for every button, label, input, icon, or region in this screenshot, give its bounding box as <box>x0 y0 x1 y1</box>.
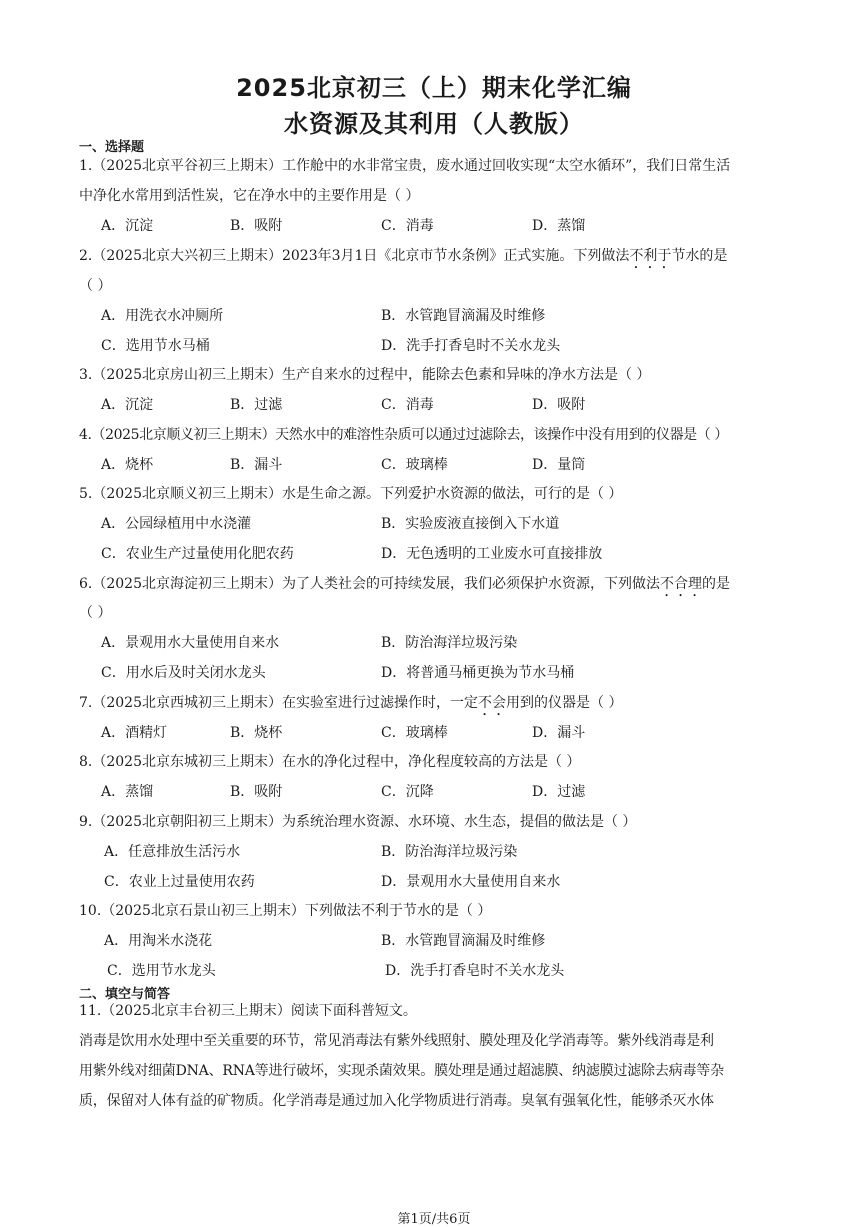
question-1-option-c: C．消毒 <box>381 218 434 234</box>
question-10-line-1: 10.（2025北京石景山初三上期末）下列做法不利于节水的是（ ） <box>79 903 492 919</box>
question-6-emphasis: 不合理 <box>659 576 702 592</box>
question-2-option-d: D．洗手打香皂时不关水龙头 <box>381 338 561 354</box>
question-5-line-1: 5.（2025北京顺义初三上期末）水是生命之源。下列爱护水资源的做法，可行的是（ ） <box>79 486 623 502</box>
question-1-line-1: 1.（2025北京平谷初三上期末）工作舱中的水非常宝贵，废水通过回收实现“太空水循环”，我们日常生活 <box>79 158 731 174</box>
question-10-option-a: A．用淘米水浇花 <box>104 933 213 949</box>
document-title: 2025北京初三（上）期末化学汇编 <box>236 74 632 102</box>
question-1-option-d: D．蒸馏 <box>532 218 586 234</box>
question-9-option-d: D．景观用水大量使用自来水 <box>381 874 561 890</box>
question-7-option-b: B．烧杯 <box>230 725 283 741</box>
question-2-option-b: B．水管跑冒滴漏及时维修 <box>381 308 546 324</box>
question-2-text-post: 节水的是 <box>671 248 728 264</box>
question-5-option-c: C．农业生产过量使用化肥农药 <box>101 546 294 562</box>
question-4-option-d: D．量筒 <box>532 457 586 473</box>
question-8-option-a: A．蒸馏 <box>101 784 154 800</box>
question-4-option-c: C．玻璃棒 <box>381 457 448 473</box>
question-10-option-b: B．水管跑冒滴漏及时维修 <box>381 933 546 949</box>
question-7-emphasis: 不会 <box>478 695 506 711</box>
question-6-option-a: A．景观用水大量使用自来水 <box>101 635 280 651</box>
question-7-option-a: A．酒精灯 <box>101 725 168 741</box>
question-11-paragraph-line-1: 消毒是饮用水处理中至关重要的环节，常见消毒法有紫外线照射、膜处理及化学消毒等。紫外线消毒是利 <box>79 1033 714 1049</box>
question-2-emphasis: 不利于 <box>629 248 672 264</box>
question-11-paragraph-line-2: 用紫外线对细菌DNA、RNA等进行破坏，实现杀菌效果。膜处理是通过超滤膜、纳滤膜过滤除去病毒等杂 <box>79 1063 724 1079</box>
question-1-line-2: 中净化水常用到活性炭，它在净水中的主要作用是（ ） <box>79 188 420 204</box>
document-subtitle: 水资源及其利用（人教版） <box>284 110 584 138</box>
question-4-line-1: 4.（2025北京顺义初三上期末）天然水中的难溶性杂质可以通过过滤除去，该操作中没有用到的仪器是（ ） <box>79 427 729 443</box>
question-7-text-pre: 7.（2025北京西城初三上期末）在实验室进行过滤操作时，一定 <box>79 695 478 711</box>
question-3-option-a: A．沉淀 <box>101 397 154 413</box>
question-6-text-post: 的是 <box>701 576 730 592</box>
section-heading-choice: 一、选择题 <box>79 140 145 155</box>
question-8-option-c: C．沉降 <box>381 784 434 800</box>
question-9-line-1: 9.（2025北京朝阳初三上期末）为系统治理水资源、水环境、水生态，提倡的做法是（ ） <box>79 814 637 830</box>
question-1-option-a: A．沉淀 <box>101 218 154 234</box>
question-9-option-b: B．防治海洋垃圾污染 <box>381 844 518 860</box>
question-9-option-a: A．任意排放生活污水 <box>104 844 241 860</box>
question-11-line-1: 11.（2025北京丰台初三上期末）阅读下面科普短文。 <box>79 1003 417 1019</box>
question-5-option-d: D．无色透明的工业废水可直接排放 <box>381 546 603 562</box>
question-8-line-1: 8.（2025北京东城初三上期末）在水的净化过程中，净化程度较高的方法是（ ） <box>79 754 581 770</box>
question-11-paragraph-line-3: 质，保留对人体有益的矿物质。化学消毒是通过加入化学物质进行消毒。臭氧有强氧化性，能够杀灭水体 <box>79 1093 714 1109</box>
question-8-option-b: B．吸附 <box>230 784 283 800</box>
question-4-option-a: A．烧杯 <box>101 457 154 473</box>
question-9-option-c: C．农业上过量使用农药 <box>104 874 255 890</box>
question-2-option-a: A．用洗衣水冲厕所 <box>101 308 224 324</box>
question-2-text-pre: 2.（2025北京大兴初三上期末）2023年3月1日《北京市节水条例》正式实施。下列做法 <box>79 248 630 264</box>
question-6-option-b: B．防治海洋垃圾污染 <box>381 635 518 651</box>
question-7-option-c: C．玻璃棒 <box>381 725 448 741</box>
question-5-option-a: A．公园绿植用中水浇灌 <box>101 516 252 532</box>
question-10-option-d: D．洗手打香皂时不关水龙头 <box>385 963 565 979</box>
question-6-line-1 <box>79 573 730 600</box>
question-2-line-1 <box>79 245 727 272</box>
question-6-option-d: D．将普通马桶更换为节水马桶 <box>381 665 575 681</box>
question-3-option-d: D．吸附 <box>532 397 586 413</box>
question-3-line-1: 3.（2025北京房山初三上期末）生产自来水的过程中，能除去色素和异味的净水方法是（ ） <box>79 367 651 383</box>
question-3-option-b: B．过滤 <box>230 397 283 413</box>
page-number: 第1页/共6页 <box>397 1212 471 1227</box>
question-8-option-d: D．过滤 <box>532 784 586 800</box>
question-7-line-1 <box>79 692 622 719</box>
section-heading-fill: 二、填空与简答 <box>79 987 171 1002</box>
question-4-option-b: B．漏斗 <box>230 457 283 473</box>
question-7-option-d: D．漏斗 <box>532 725 586 741</box>
question-5-option-b: B．实验废液直接倒入下水道 <box>381 516 560 532</box>
question-2-line-2: （ ） <box>79 278 112 294</box>
question-2-option-c: C．选用节水马桶 <box>101 338 210 354</box>
question-6-text-pre: 6.（2025北京海淀初三上期末）为了人类社会的可持续发展，我们必须保护水资源，下列做法 <box>79 576 660 592</box>
question-7-text-post: 用到的仪器是（ ） <box>506 695 623 711</box>
question-1-option-b: B．吸附 <box>230 218 283 234</box>
question-6-line-2: （ ） <box>79 605 112 621</box>
question-6-option-c: C．用水后及时关闭水龙头 <box>101 665 266 681</box>
question-10-option-c: C．选用节水龙头 <box>107 963 216 979</box>
question-3-option-c: C．消毒 <box>381 397 434 413</box>
